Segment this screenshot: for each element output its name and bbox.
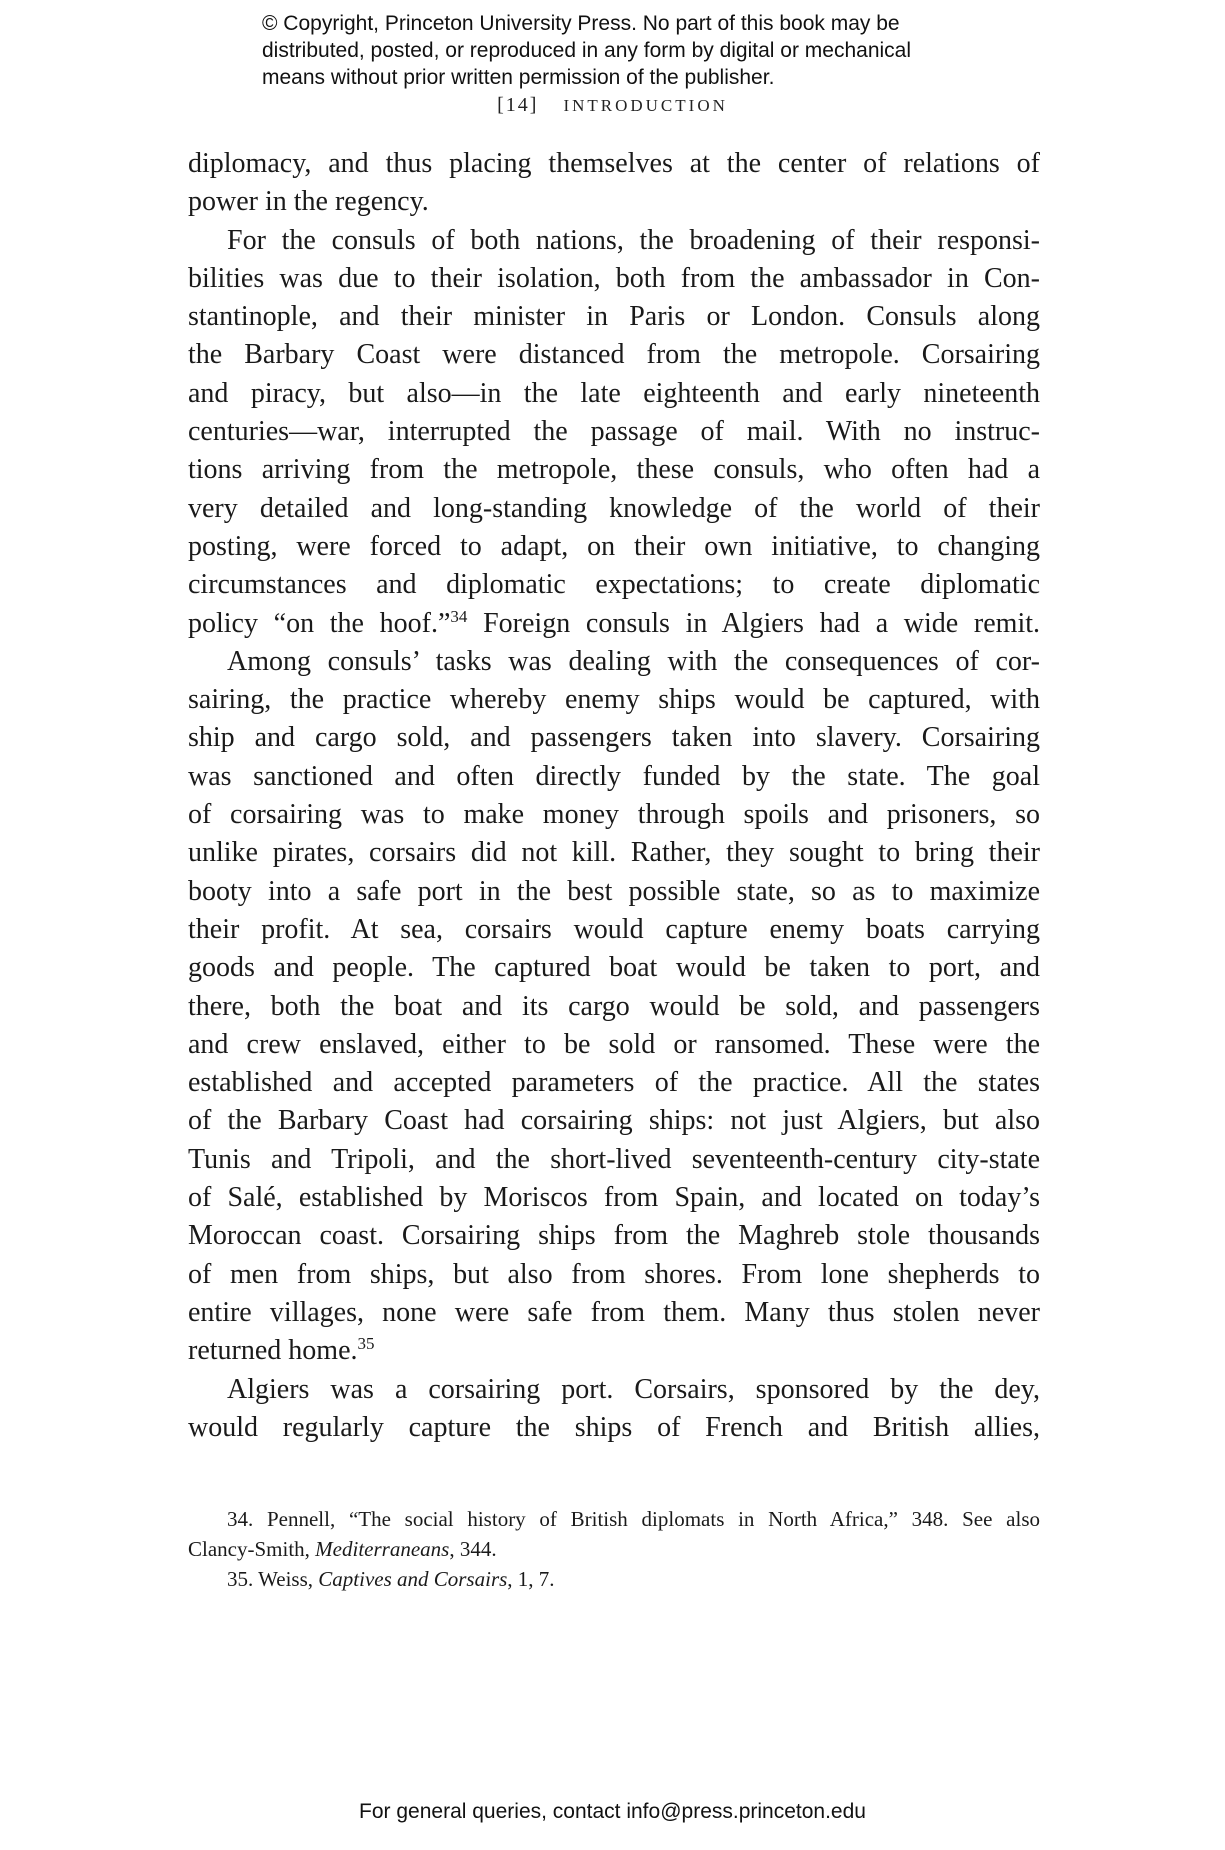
text-line: tions arriving from the metropole, these consuls, who often had a [188,454,1040,486]
text-line: their profit. At sea, corsairs would capture enemy boats carrying [188,913,1040,945]
text-segment: , 1, 7. [507,1567,555,1591]
text-segment: returned home. [188,1335,358,1367]
copyright-notice [262,10,962,91]
text-line: Moroccan coast. Corsairing ships from the Maghreb stole thousands [188,1220,1040,1252]
text-line: unlike pirates, corsairs did not kill. Rather, they sought to bring their [188,837,1040,869]
text-line: would regularly capture the ships of French and British allies, [188,1411,1040,1443]
text-line: entire villages, none were safe from them. Many thus stolen never [188,1296,1040,1328]
copyright-line: means without prior written permission of the publisher. [262,66,775,89]
text-segment: policy “on the hoof.” [188,607,451,639]
text-line: booty into a safe port in the best possible state, so as to maximize [188,875,1040,907]
section-title: INTRODUCTION [563,96,728,115]
text-line: the Barbary Coast were distanced from the metropole. Corsairing [188,339,1040,371]
book-title: Mediterraneans [315,1537,450,1561]
footnote-34-line [188,1534,1040,1564]
text-line: established and accepted parameters of the practice. All the states [188,1067,1040,1099]
text-line: Tunis and Tripoli, and the short-lived seventeenth-century city-state [188,1143,1040,1175]
text-line: bilities was due to their isolation, both from the ambassador in Con- [188,262,1040,294]
text-line: For the consuls of both nations, the broadening of their responsi- [227,224,1040,256]
text-segment: 35. Weiss, [227,1567,319,1591]
body-text [188,145,1040,1447]
text-line: centuries—war, interrupted the passage of mail. With no instruc- [188,416,1040,448]
text-line: diplomacy, and thus placing themselves at the center of relations of [188,148,1040,179]
page-number: [14] [497,94,539,116]
text-segment: Foreign consuls in Algiers had a wide remit. [467,607,1041,639]
book-title: Captives and Corsairs [318,1567,508,1591]
text-line: of Salé, established by Moriscos from Spain, and located on today’s [188,1182,1040,1214]
text-line: goods and people. The captured boat would be taken to port, and [188,952,1040,984]
copyright-line: distributed, posted, or reproduced in any form by digital or mechanical [262,39,912,62]
text-line: ship and cargo sold, and passengers taken into slavery. Corsairing [188,722,1040,754]
text-line: sairing, the practice whereby enemy ships would be captured, with [188,684,1040,716]
text-line: of corsairing was to make money through spoils and prisoners, so [188,799,1040,831]
text-line: circumstances and diplomatic expectations; to create diplomatic [188,569,1040,601]
text-line [188,1332,1040,1370]
footnotes [188,1504,1040,1594]
copyright-line: © Copyright, Princeton University Press. No part of this book may be [262,12,900,35]
running-head [0,94,1225,117]
text-line: and crew enslaved, either to be sold or ransomed. These were the [188,1028,1040,1060]
text-segment: , 344. [449,1537,497,1561]
text-line: posting, were forced to adapt, on their own initiative, to changing [188,530,1040,562]
footnote-ref-34: 34 [450,606,468,626]
text-line: of men from ships, but also from shores. From lone shepherds to [188,1258,1040,1290]
text-line: stantinople, and their minister in Paris or London. Consuls along [188,301,1040,333]
text-line: of the Barbary Coast had corsairing ships: not just Algiers, but also [188,1105,1040,1137]
footnote-35-line [188,1564,1040,1594]
text-line: there, both the boat and its cargo would be sold, and passengers [188,990,1040,1022]
text-line [188,605,1040,643]
text-line: very detailed and long-standing knowledge of the world of their [188,492,1040,524]
footnote-34-line: 34. Pennell, “The social history of British diplomats in North Africa,” 348. See also [227,1507,1040,1531]
text-segment: Clancy-Smith, [188,1537,316,1561]
text-line: power in the regency. [188,186,429,218]
footer-contact: For general queries, contact info@press.princeton.edu [359,1800,866,1823]
text-line: and piracy, but also—in the late eighteenth and early nineteenth [188,377,1040,409]
text-line: Algiers was a corsairing port. Corsairs, sponsored by the dey, [227,1373,1040,1405]
footnote-ref-35: 35 [357,1334,375,1354]
text-line: was sanctioned and often directly funded by the state. The goal [188,760,1040,792]
text-line: Among consuls’ tasks was dealing with the consequences of cor- [227,645,1040,677]
